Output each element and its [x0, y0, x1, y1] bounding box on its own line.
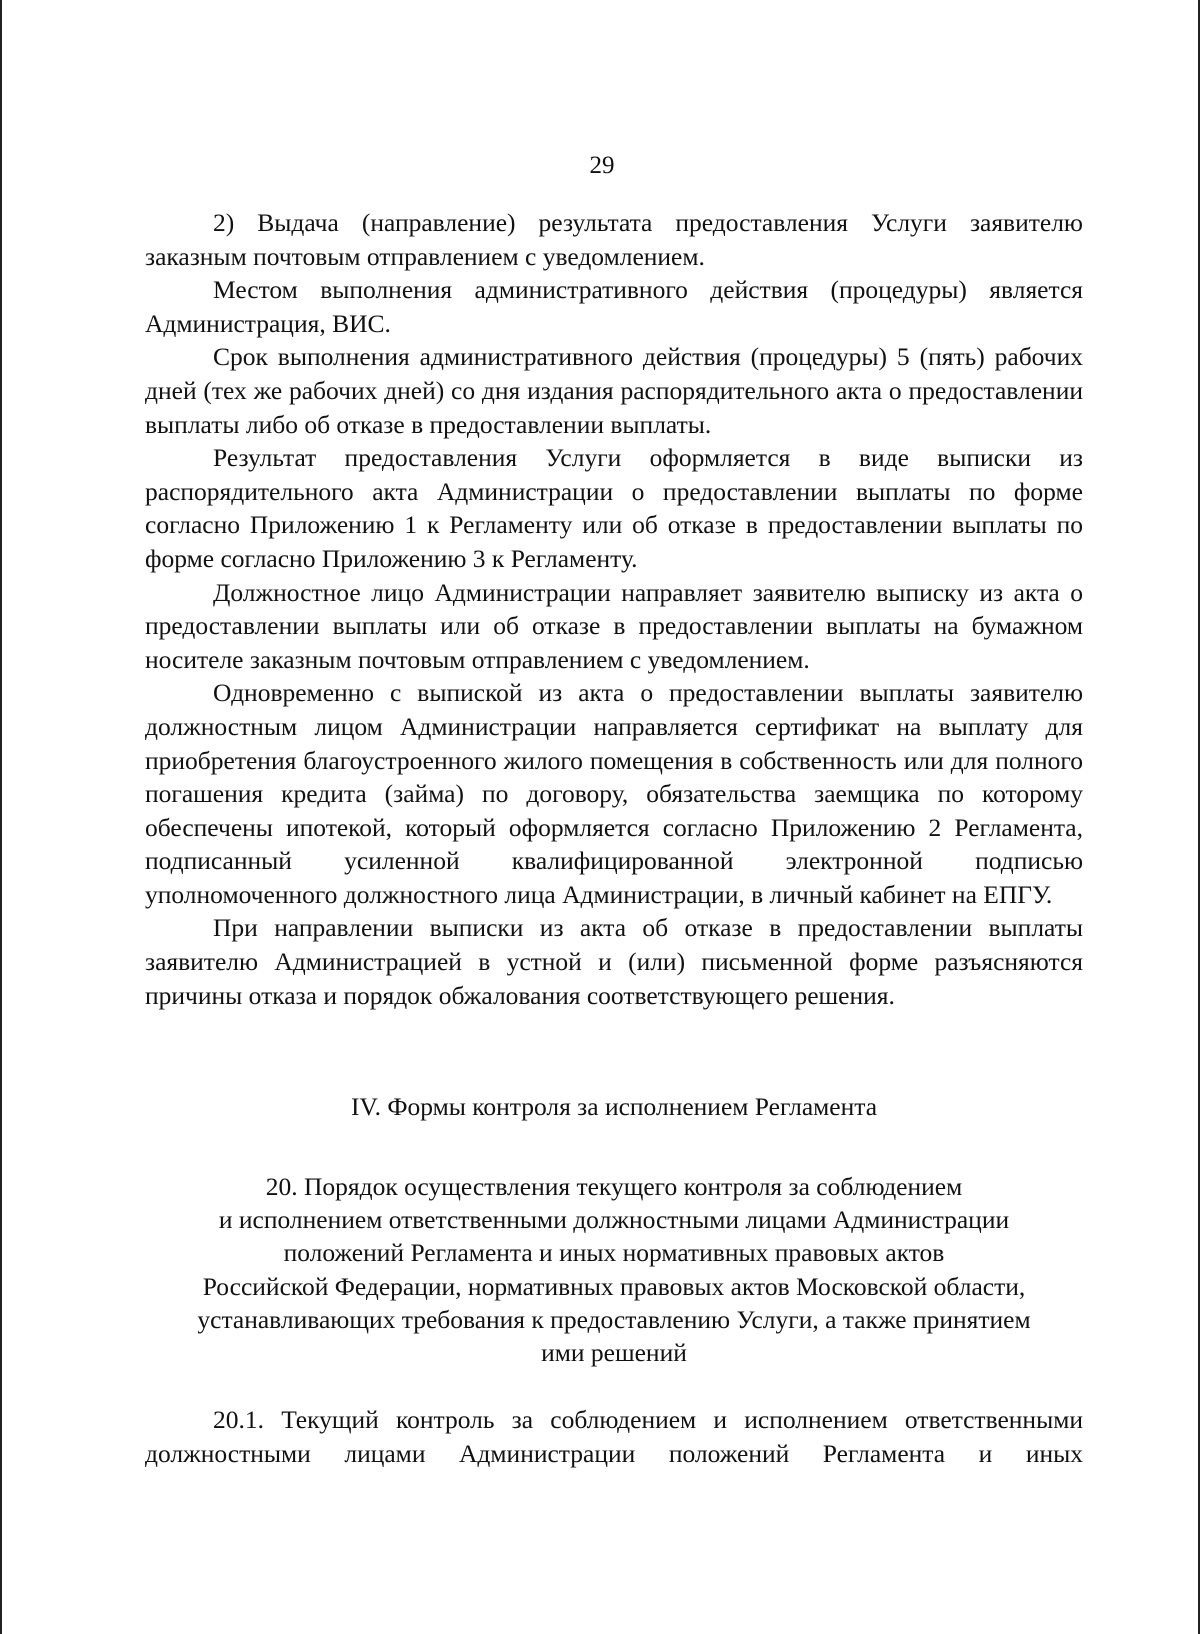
- page-number: 29: [589, 152, 615, 179]
- paragraph-result-form: Результат предоставления Услуги оформляется в виде выписки из распорядительного акта Администрации о предоставлении выплаты по форме согласно Приложению 1 к Регламенту или об отказе в предоставлении выплаты по форме согласно Приложению 3 к Регламенту.: [145, 443, 1083, 573]
- document-body: [145, 206, 1083, 1012]
- subsection-heading-line: и исполнением ответственными должностными лицами Администрации: [218, 1205, 1010, 1235]
- subsection-heading-line: ими решений: [541, 1338, 687, 1368]
- paragraph-official-sends: Должностное лицо Администрации направляет заявителю выписку из акта о предоставлении выплаты или об отказе в предоставлении выплаты на бумажном носителе заказным почтовым отправлением с уведомлением.: [145, 577, 1083, 674]
- paragraph-20-1: 20.1. Текущий контроль за соблюдением и исполнением ответственными должностными лицами Администрации положений Регламента и иных: [145, 1405, 1083, 1468]
- section-heading: IV. Формы контроля за исполнением Регламента: [350, 1092, 878, 1121]
- paragraph-certificate: Одновременно с выпиской из акта о предоставлении выплаты заявителю должностным лицом Администрации направляется сертификат на выплату для приобретения благоустроенного жилого помещения в собственность или для полного погашения кредита (займа) по договору, обязательства заемщика по которому обеспечены ипотекой, который оформляется согласно Приложению 2 Регламента, подписанный усиленной квалифицированной электронной подписью уполномоченного должностного лица Администрации, в личный кабинет на ЕПГУ.: [145, 678, 1083, 909]
- paragraph-term: Срок выполнения административного действия (процедуры) 5 (пять) рабочих дней (тех же рабочих дней) со дня издания распорядительного акта о предоставлении выплаты либо об отказе в предоставлении выплаты.: [145, 342, 1083, 439]
- subsection-heading-line: Российской Федерации, нормативных правовых актов Московской области,: [202, 1271, 1026, 1301]
- subsection-heading-line: устанавливающих требования к предоставлению Услуги, а также принятием: [197, 1304, 1031, 1334]
- paragraph-place: Местом выполнения административного действия (процедуры) является Администрация, ВИС.: [145, 275, 1083, 338]
- subsection-heading: [145, 1170, 1083, 1369]
- paragraph-refusal-explanation: При направлении выписки из акта об отказе в предоставлении выплаты заявителю Администрацией в устной и (или) письменной форме разъясняются причины отказа и порядок обжалования соответствующего решения.: [145, 913, 1083, 1010]
- subsection-heading-line: 20. Порядок осуществления текущего контроля за соблюдением: [265, 1172, 963, 1201]
- subsection-heading-line: положений Регламента и иных нормативных правовых актов: [283, 1238, 945, 1268]
- paragraph-result-delivery: 2) Выдача (направление) результата предоставления Услуги заявителю заказным почтовым отправлением с уведомлением.: [145, 208, 1083, 271]
